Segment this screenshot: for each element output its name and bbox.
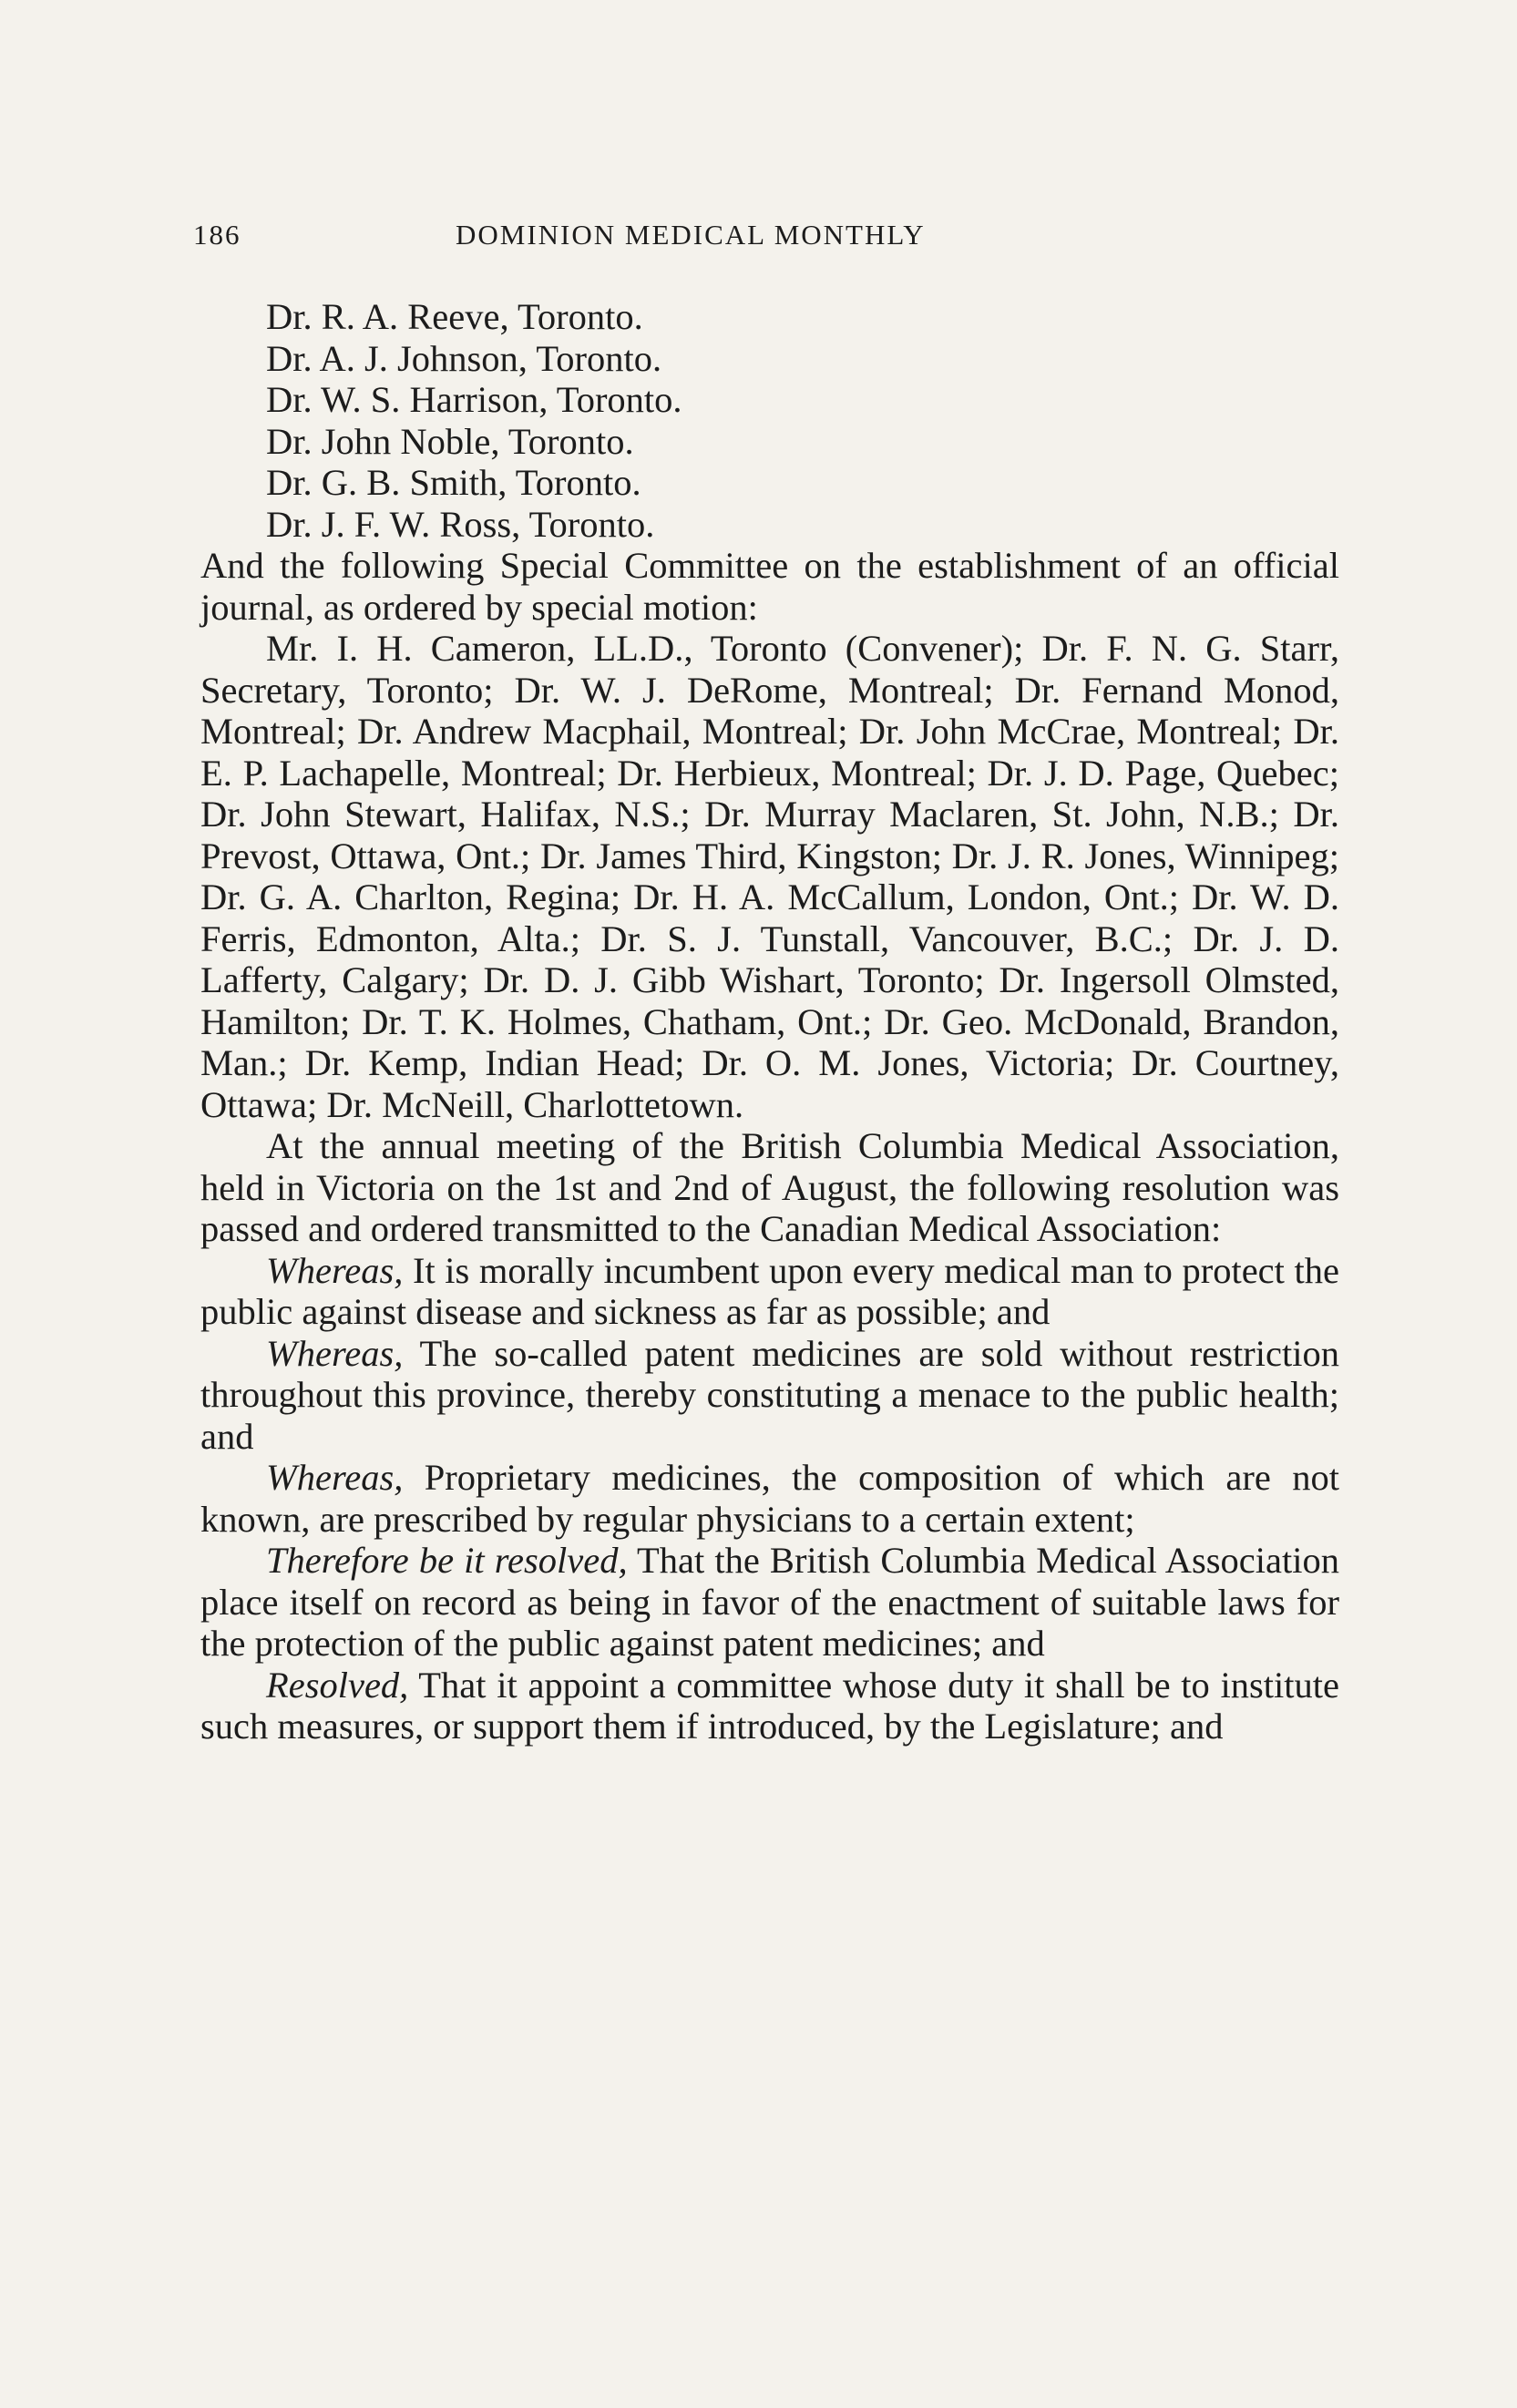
- page-body: [200, 296, 1339, 1747]
- list-item: Dr. R. A. Reeve, Toronto.: [266, 296, 643, 337]
- resolution-lead: Resolved,: [266, 1664, 409, 1706]
- resolution-text: That it appoint a committee whose duty it shall be to institute such measures, or support them if introduced, by the Legislature; and: [200, 1664, 1339, 1747]
- running-header: [193, 219, 1104, 264]
- resolution-paragraph: [200, 1457, 1339, 1540]
- committee-members-paragraph: Mr. I. H. Cameron, LL.D., Toronto (Convener); Dr. F. N. G. Starr, Secretary, Toronto; Dr. W. J. DeRome, Montreal; Dr. Fernand Monod, Montreal; Dr. Andrew Macphail, Montreal; Dr. John McCrae, Montreal; Dr. E. P. Lachapelle, Montreal; Dr. Herbieux, Montreal; Dr. J. D. Page, Quebec; Dr. John Stewart, Halifax, N.S.; Dr. Murray Maclaren, St. John, N.B.; Dr. Prevost, Ottawa, Ont.; Dr. James Third, Kingston; Dr. J. R. Jones, Winnipeg; Dr. G. A. Charlton, Regina; Dr. H. A. McCallum, London, Ont.; Dr. W. D. Ferris, Edmonton, Alta.; Dr. S. J. Tunstall, Vancouver, B.C.; Dr. J. D. Lafferty, Calgary; Dr. D. J. Gibb Wishart, Toronto; Dr. Ingersoll Olmsted, Hamilton; Dr. T. K. Holmes, Chatham, Ont.; Dr. Geo. McDonald, Brandon, Man.; Dr. Kemp, Indian Head; Dr. O. M. Jones, Victoria; Dr. Courtney, Ottawa; Dr. McNeill, Charlottetown.: [200, 628, 1339, 1125]
- resolution-paragraph: [200, 1333, 1339, 1458]
- resolution-lead: Whereas,: [266, 1332, 404, 1374]
- bc-meeting-paragraph: At the annual meeting of the British Columbia Medical Association, held in Victoria on the 1st and 2nd of August, the following resolution was passed and ordered transmitted to the Canadian Medical Association:: [200, 1125, 1339, 1249]
- committee-intro-paragraph: And the following Special Committee on the establishment of an official journal, as ordered by special motion:: [200, 545, 1339, 628]
- committee-name-list: [200, 296, 1339, 545]
- resolution-text: The so-called patent medicines are sold without restriction throughout this province, thereby constituting a menace to the public health; and: [200, 1332, 1339, 1457]
- list-item: Dr. John Noble, Toronto.: [266, 420, 634, 462]
- list-item: Dr. G. B. Smith, Toronto.: [266, 462, 641, 503]
- list-item: Dr. A. J. Johnson, Toronto.: [266, 337, 662, 379]
- list-item: Dr. W. S. Harrison, Toronto.: [266, 379, 682, 420]
- resolution-lead: Whereas,: [266, 1249, 404, 1291]
- page-number: 186: [193, 219, 241, 251]
- resolution-paragraph: [200, 1540, 1339, 1665]
- resolution-text: That the British Columbia Medical Association place itself on record as being in favor of the enactment of suitable laws for the protection of the public against patent medicines; and: [200, 1540, 1339, 1664]
- resolution-lead: Whereas,: [266, 1457, 404, 1498]
- resolution-text: Proprietary medicines, the composition of which are not known, are prescribed by regular physicians to a certain extent;: [200, 1457, 1339, 1540]
- list-item: Dr. J. F. W. Ross, Toronto.: [266, 503, 655, 545]
- resolution-paragraph: [200, 1665, 1339, 1747]
- journal-title: DOMINION MEDICAL MONTHLY: [456, 219, 926, 251]
- resolution-lead: Therefore be it resolved,: [266, 1540, 628, 1581]
- resolution-paragraph: [200, 1250, 1339, 1333]
- resolution-text: It is morally incumbent upon every medical man to protect the public against disease and sickness as far as possible; and: [200, 1249, 1339, 1332]
